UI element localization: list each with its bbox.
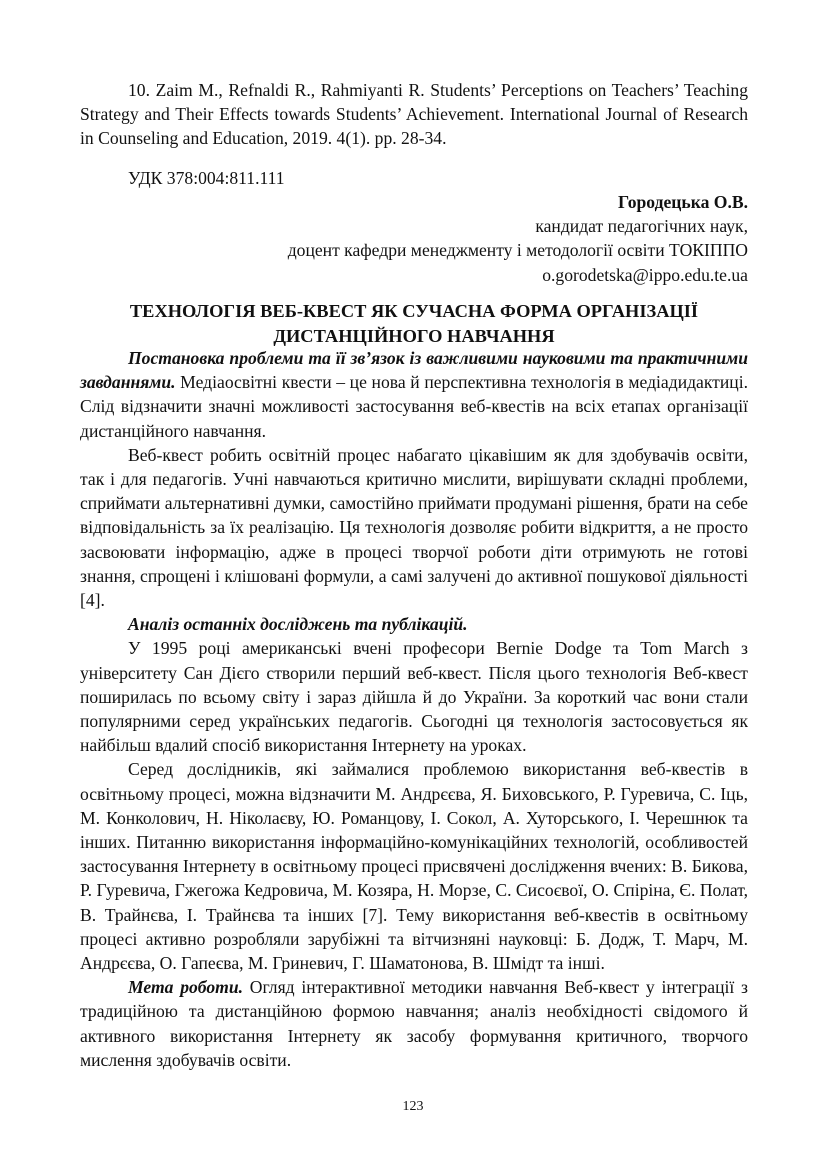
article-title-line-2: ДИСТАНЦІЙНОГО НАВЧАННЯ bbox=[273, 325, 555, 346]
body-paragraph-4: Серед дослідників, які займалися проблемою використання веб-квестів в освітньому процесі, можна відзначити М. Андрєєва, Я. Биховського, Р. Гуревича, С. Іць, М. Конколович, Н. Ніколаєву, Ю. Романцову, І. Сокол, А. Хуторського, І. Черешнюк та інших. Питанню використання інформаційно-комунікаційних технологій, особливостей застосування Інтернету в освітньому процесі присвячені дослідження вчених: В. Бикова, Р. Гуревича, Гжегожа Кедровича, М. Козяра, Н. Морзе, С. Сисоєвої, О. Спіріна, Є. Полат, В. Трайнєва, І. Трайнєва та інших [7]. Тему використання веб-квестів в освітньому процесі активно розробляли зарубіжні та вітчизняні науковці: Б. Додж, Т. Марч, М. Андрєєва, О. Гапеєва, М. Гриневич, Г. Шаматонова, В. Шмідт та інші. bbox=[80, 759, 748, 974]
page-number: 123 bbox=[402, 1099, 424, 1114]
author-email: o.gorodetska@ippo.edu.te.ua bbox=[542, 264, 748, 285]
author-degree: кандидат педагогічних наук, bbox=[535, 216, 748, 237]
body-paragraph-3: У 1995 році американські вчені професори Bernie Dodge та Tom March з університету Сан Дієго створили перший веб-квест. Після цього технологія Веб-квест поширилась по всьому світу і зараз дійшла й до України. За короткий час вони стали популярними серед українських педагогів. Сьогодні ця технологія застосовується як найбільш вдалий спосіб використання Інтернету на уроках. bbox=[80, 638, 748, 756]
problem-heading: Постановка проблеми та її зв’язок із важливими науковими та практичними завданнями. bbox=[80, 348, 748, 393]
goal-text: Огляд інтерактивної методики навчання Веб-квест у інтеграції з традиційною та дистанційною формою навчання; аналіз необхідності свідомого й активного використання Інтернету як засобу формування критичного, творчого мислення здобувачів освіти. bbox=[80, 977, 748, 1070]
body-paragraph-2: Веб-квест робить освітній процес набагато цікавішим як для здобувачів освіти, так і для педагогів. Учні навчаються критично мислити, вирішувати складні проблеми, сприймати альтернативні думки, самостійно приймати продумані рішення, брати на себе відповідальність за їх реалізацію. Ця технологія дозволяє робити відкриття, а не просто засвоювати інформацію, адже в процесі творчої роботи діти отримують не готові знання, спрощені і клішовані формули, а самі залучені до активної пошукової діяльності [4]. bbox=[80, 444, 748, 611]
problem-text: Медіаосвітні квести – це нова й перспективна технологія в медіадидактиці. Слід відзначити значні можливості застосування веб-квестів на всіх етапах організації дистанційного навчання. bbox=[80, 372, 748, 441]
author-position: доцент кафедри менеджменту і методології освіти ТОКІППО bbox=[287, 240, 748, 261]
article-body bbox=[80, 346, 748, 1072]
author-name: Городецька О.В. bbox=[618, 192, 748, 212]
article-title bbox=[80, 299, 748, 348]
reference-entry bbox=[80, 78, 748, 151]
analysis-heading: Аналіз останніх досліджень та публікацій. bbox=[128, 614, 468, 635]
article-title-line-1: ТЕХНОЛОГІЯ ВЕБ-КВЕСТ ЯК СУЧАСНА ФОРМА ОРГАНІЗАЦІЇ bbox=[129, 301, 699, 321]
reference-text: 10. Zaim M., Refnaldi R., Rahmiyanti R. Students’ Perceptions on Teachers’ Teaching Strategy and Their Effects towards Students’ Achievement. International Journal of Research in Counseling and Education, 2019. 4(1). pp. 28-34. bbox=[80, 80, 748, 149]
problem-paragraph bbox=[80, 346, 748, 443]
udc-code: УДК 378:004:811.111 bbox=[128, 168, 285, 188]
goal-heading: Мета роботи. bbox=[128, 977, 244, 998]
goal-paragraph bbox=[80, 975, 748, 1072]
author-block bbox=[80, 190, 748, 287]
